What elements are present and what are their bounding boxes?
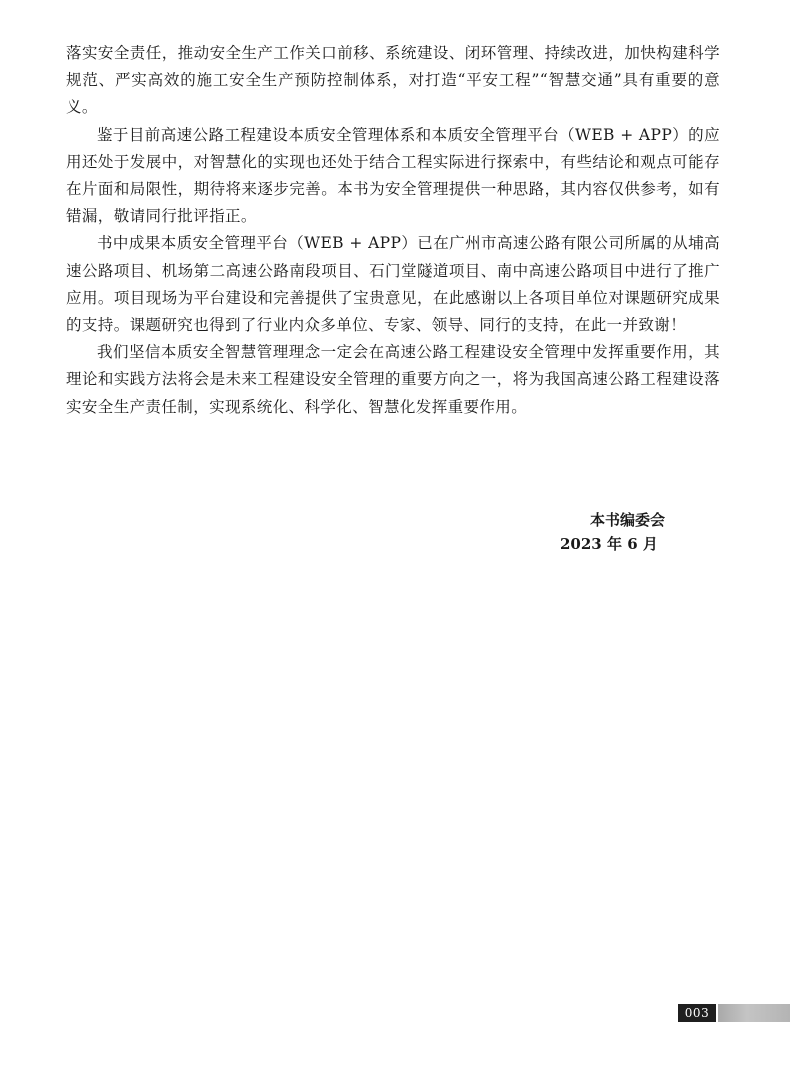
paragraph-2: 鉴于目前高速公路工程建设本质安全管理体系和本质安全管理平台（WEB + APP）的应用还处于发展中，对智慧化的实现也还处于结合工程实际进行探索中，有些结论和观点可能存在片面和局限性，期待将来逐步完善。本书为安全管理提供一种思路，其内容仅供参考，如有错漏，敬请同行批评指正。 [66, 125, 720, 226]
signature-org: 本书编委会 [590, 511, 666, 529]
page-strip-decoration [718, 1004, 790, 1022]
paragraph-1: 落实安全责任，推动安全生产工作关口前移、系统建设、闭环管理、持续改进，加快构建科学规范、严实高效的施工安全生产预防控制体系，对打造“平安工程”“智慧交通”具有重要的意义。 [66, 44, 720, 117]
paragraph-4: 我们坚信本质安全智慧管理理念一定会在高速公路工程建设安全管理中发挥重要作用，其理论和实践方法将会是未来工程建设安全管理的重要方向之一，将为我国高速公路工程建设落实安全生产责任制，实现系统化、科学化、智慧化发挥重要作用。 [66, 343, 720, 416]
document-body [66, 40, 720, 421]
page-number: 003 [678, 1004, 716, 1022]
paragraph-3: 书中成果本质安全管理平台（WEB + APP）已在广州市高速公路有限公司所属的从埔高速公路项目、机场第二高速公路南段项目、石门堂隧道项目、南中高速公路项目中进行了推广应用。项目现场为平台建设和完善提供了宝贵意见，在此感谢以上各项目单位对课题研究成果的支持。课题研究也得到了行业内众多单位、专家、领导、同行的支持，在此一并致谢！ [66, 234, 720, 335]
signature-date: 2023 年 6 月 [560, 535, 658, 553]
signature-block [560, 508, 760, 556]
page-footer [678, 1004, 790, 1022]
